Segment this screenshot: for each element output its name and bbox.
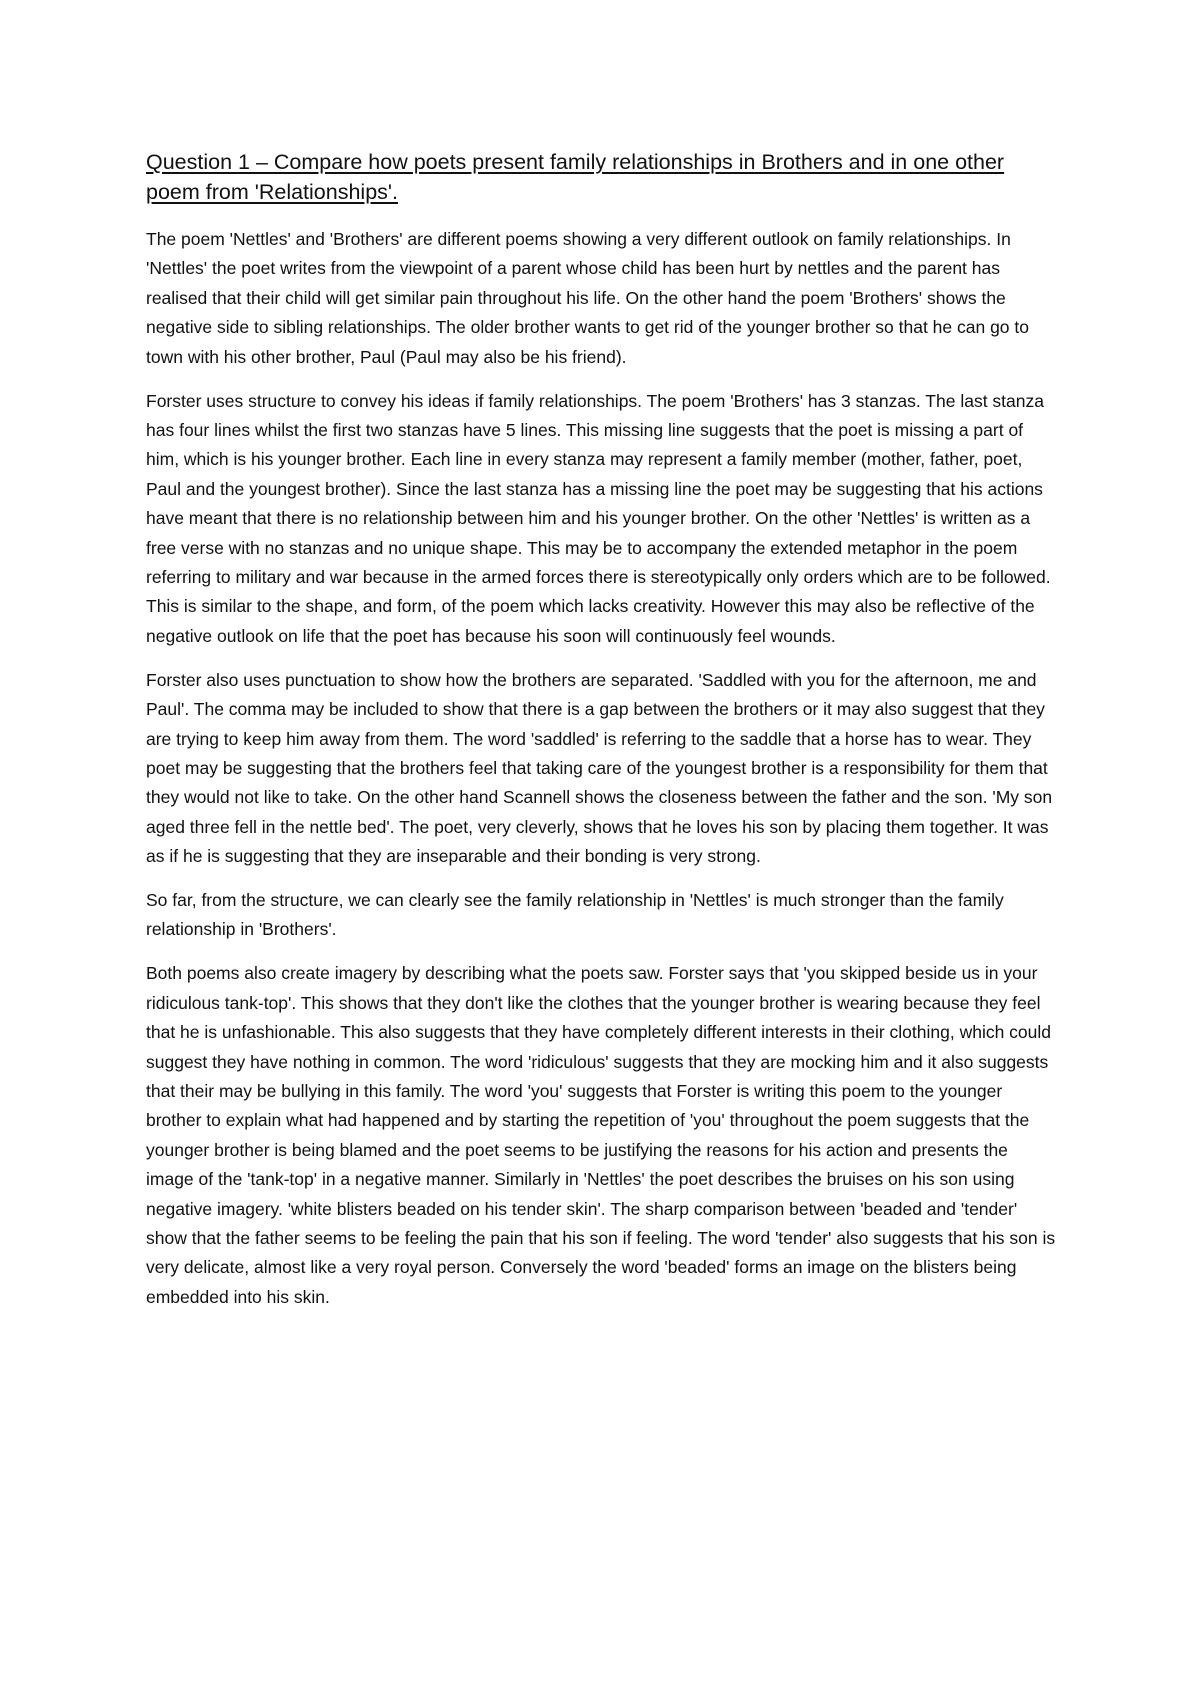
paragraph-punctuation: Forster also uses punctuation to show how the brothers are separated. 'Saddled with you for the afternoon, me and Paul'. The comma may be included to show that there is a gap between the brothers or it may also suggest that they are trying to keep him away from them. The word 'saddled' is referring to the saddle that a horse has to wear. They poet may be suggesting that the brothers feel that taking care of the youngest brother is a responsibility for them that they would not like to take. On the other hand Scannell shows the closeness between the father and the son. 'My son aged three fell in the nettle bed'. The poet, very cleverly, shows that he loves his son by placing them together. It was as if he is suggesting that they are inseparable and their bonding is very strong. [146,669,1053,867]
paragraph-imagery: Both poems also create imagery by describing what the poets saw. Forster says that 'you skipped beside us in your ridiculous tank-top'. This shows that they don't like the clothes that the younger brother is wearing because they feel that he is unfashionable. This also suggests that they have completely different interests in their clothing, which could suggest they have nothing in common. The word 'ridiculous' suggests that they are mocking him and it also suggests that their may be bullying in this family. The word 'you' suggests that Forster is writing this poem to the younger brother to explain what had happened and by starting the repetition of 'you' throughout the poem suggests that the younger brother is being blamed and the poet seems to be justifying the reasons for his action and presents the image of the 'tank-top' in a negative manner. Similarly in 'Nettles' the poet describes the bruises on his son using negative imagery. 'white blisters beaded on his tender skin'. The sharp comparison between 'beaded and 'tender' show that the father seems to be feeling the pain that his son if feeling. The word 'tender' also suggests that his son is very delicate, almost like a very royal person. Conversely the word 'beaded' forms an image on the blisters being embedded into his skin. [146,963,1056,1307]
essay-question-title: Question 1 – Compare how poets present family relationships in Brothers and in one other poem from 'Relationships'. [146,150,1005,204]
paragraph-introduction: The poem 'Nettles' and 'Brothers' are different poems showing a very different outlook on family relationships. In 'Nettles' the poet writes from the viewpoint of a parent whose child has been hurt by nettles and the parent has realised that their child will get similar pain throughout his life. On the other hand the poem 'Brothers' shows the negative side to sibling relationships. The older brother wants to get rid of the younger brother so that he can go to town with his other brother, Paul (Paul may also be his friend). [146,229,1029,367]
paragraph-structure-summary: So far, from the structure, we can clearly see the family relationship in 'Nettles' is much stronger than the family relationship in 'Brothers'. [146,890,1004,940]
paragraph-structure: Forster uses structure to convey his ideas if family relationships. The poem 'Brothers' has 3 stanzas. The last stanza has four lines whilst the first two stanzas have 5 lines. This missing line suggests that the poet is missing a part of him, which is his younger brother. Each line in every stanza may represent a family member (mother, father, poet, Paul and the youngest brother). Since the last stanza has a missing line the poet may be suggesting that his actions have meant that there is no relationship between him and his younger brother. On the other 'Nettles' is written as a free verse with no stanzas and no unique shape. This may be to accompany the extended metaphor in the poem referring to military and war because in the armed forces there is stereotypically only orders which are to be followed. This is similar to the shape, and form, of the poem which lacks creativity. However this may also be reflective of the negative outlook on life that the poet has because his soon will continuously feel wounds. [146,390,1051,646]
